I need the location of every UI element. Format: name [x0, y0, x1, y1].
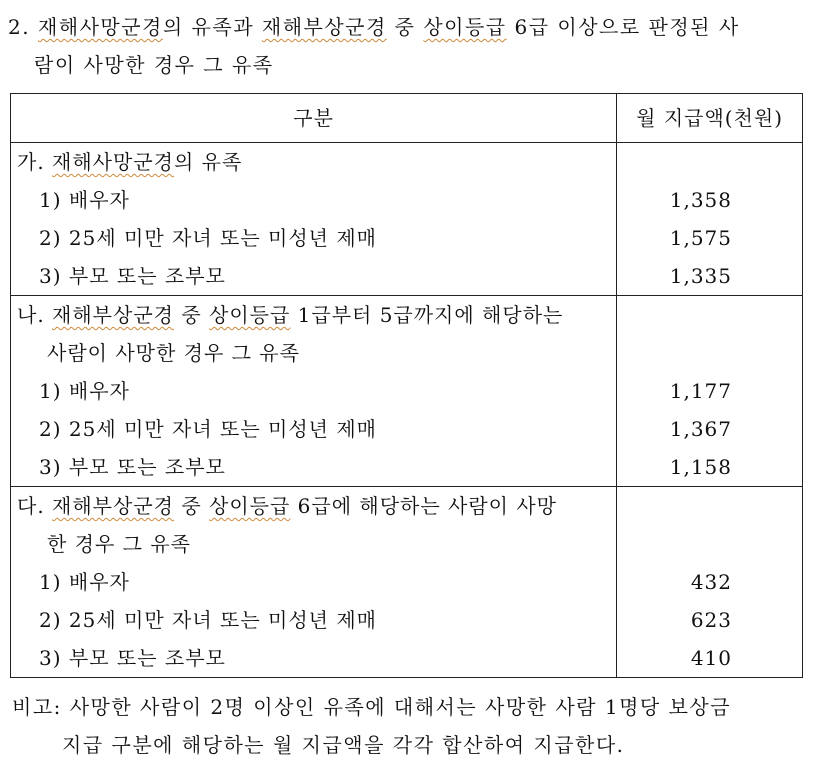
amount-value: 1,575 [669, 226, 732, 250]
heading-text: 의 유족과 [162, 15, 262, 39]
section-title [11, 487, 616, 525]
header-category: 구분 [11, 94, 617, 143]
amount-value: 1,158 [669, 455, 732, 479]
amount-value: 623 [690, 608, 732, 632]
amount-value: 432 [690, 570, 732, 594]
section-term: 상이등급 [209, 303, 291, 327]
list-item: 1) 배우자 [39, 188, 130, 212]
list-item: 2) 25세 미만 자녀 또는 미성년 제매 [39, 417, 377, 441]
spacer [617, 334, 802, 372]
note-line-1: 비고: 사망한 사람이 2명 이상인 유족에 대해서는 사망한 사람 1명당 보상금 [12, 695, 732, 719]
heading-line-2: 람이 사망한 경우 그 유족 [34, 53, 274, 77]
section-category-cell [11, 296, 617, 487]
remarks-note [12, 688, 812, 764]
section-term: 재해부상군경 [52, 303, 174, 327]
heading-line-1 [8, 8, 808, 46]
amount-value: 1,177 [669, 379, 732, 403]
table-section-row [11, 143, 803, 296]
list-item: 3) 부모 또는 조부모 [39, 455, 226, 479]
header-amount: 월 지급액(천원) [617, 94, 803, 143]
section-amount-cell [617, 143, 803, 296]
heading-text: 중 [386, 15, 424, 39]
payment-table [10, 93, 803, 678]
amount-value: 1,335 [669, 264, 732, 288]
section-text: 1급부터 5급까지에 해당하는 [290, 303, 564, 327]
heading-number: 2. [8, 15, 31, 39]
section-term: 재해사망군경 [52, 150, 174, 174]
section-prefix: 가. [17, 150, 53, 174]
section-category-cell [11, 487, 617, 678]
list-item: 2) 25세 미만 자녀 또는 미성년 제매 [39, 226, 377, 250]
section-heading [8, 8, 808, 84]
section-prefix: 다. [17, 494, 53, 518]
section-term: 상이등급 [209, 494, 291, 518]
amount-value: 1,367 [669, 417, 732, 441]
amount-value: 1,358 [669, 188, 732, 212]
list-item: 1) 배우자 [39, 379, 130, 403]
section-prefix: 나. [17, 303, 53, 327]
table-section-row [11, 296, 803, 487]
section-title [11, 143, 616, 181]
section-title [11, 296, 616, 334]
list-item: 3) 부모 또는 조부모 [39, 646, 226, 670]
section-amount-cell [617, 296, 803, 487]
section-title-continued: 한 경우 그 유족 [47, 532, 191, 556]
heading-term-2: 재해부상군경 [261, 15, 387, 39]
list-item: 2) 25세 미만 자녀 또는 미성년 제매 [39, 608, 377, 632]
section-title-continued: 사람이 사망한 경우 그 유족 [47, 341, 300, 365]
list-item: 1) 배우자 [39, 570, 130, 594]
heading-text: 6급 이상으로 판정된 사 [506, 15, 740, 39]
spacer [617, 487, 802, 525]
table-header-row [11, 94, 803, 143]
heading-term-1: 재해사망군경 [37, 15, 163, 39]
spacer [617, 143, 802, 181]
section-text: 중 [173, 494, 210, 518]
section-text: 중 [173, 303, 210, 327]
section-term: 재해부상군경 [52, 494, 174, 518]
table-section-row [11, 487, 803, 678]
note-line-2: 지급 구분에 해당하는 월 지급액을 각각 합산하여 지급한다. [62, 733, 625, 757]
list-item: 3) 부모 또는 조부모 [39, 264, 226, 288]
section-text: 6급에 해당하는 사람이 사망 [290, 494, 557, 518]
spacer [617, 296, 802, 334]
section-amount-cell [617, 487, 803, 678]
section-category-cell [11, 143, 617, 296]
spacer [617, 525, 802, 563]
amount-value: 410 [690, 646, 732, 670]
section-text: 의 유족 [173, 150, 243, 174]
heading-term-3: 상이등급 [423, 15, 507, 39]
